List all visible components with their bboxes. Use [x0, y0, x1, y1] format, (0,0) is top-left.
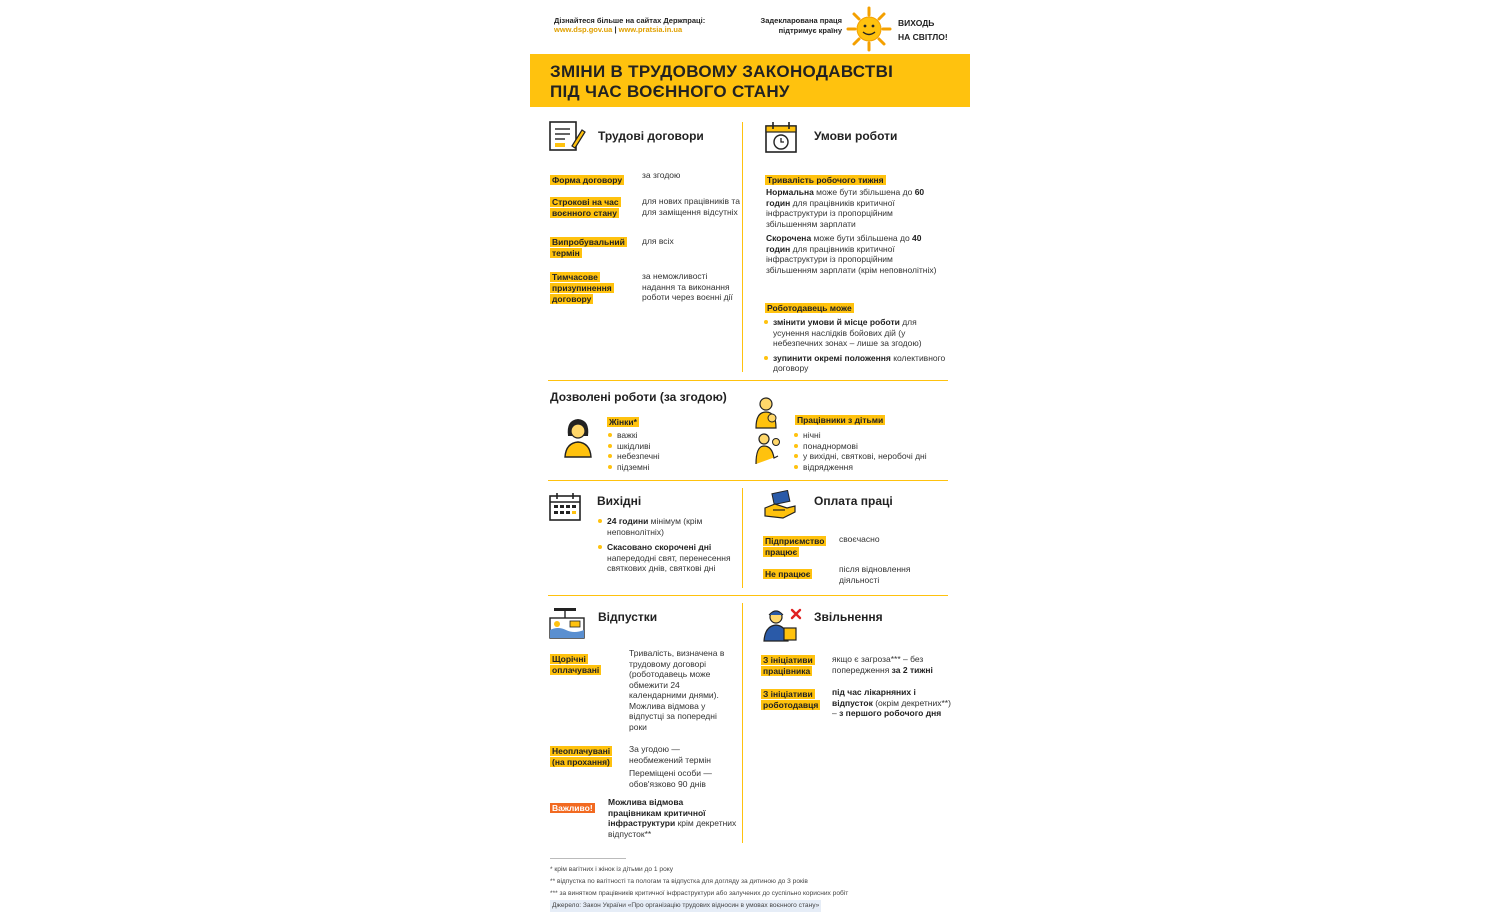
unpaid-text-1: За угодою — необмежений термін: [629, 744, 711, 765]
kids-item: відрядження: [794, 462, 954, 473]
kids-item: у вихідні, святкові, неробочі дні: [794, 451, 954, 462]
item1-b: змінити умови й місце роботи: [773, 317, 900, 327]
kids-label-text: Працівники з дітьми: [797, 415, 884, 425]
employer-label-text: Роботодавець може: [767, 303, 852, 313]
contract-value-4: за неможливості надання та виконання роботи через воєнні дії: [642, 271, 733, 302]
pay-value-2: після відновлення діяльності: [839, 564, 911, 585]
pay-value-1: своєчасно: [839, 534, 880, 544]
parent-child-icon: [752, 396, 782, 468]
source-note: Джерело: Закон України «Про організацію трудових відносин в умовах воєнного стану»: [550, 900, 821, 912]
dismissal-2-b2: з першого робочого дня: [839, 708, 942, 718]
kids-label: [795, 410, 885, 428]
divider-horizontal-2: [548, 480, 948, 481]
contracts-heading: Трудові договори: [598, 129, 704, 143]
dismissal-label-text: З ініціативи роботодавця: [763, 689, 819, 710]
kids-item: нічні: [794, 430, 954, 441]
contract-label-3: [550, 236, 640, 258]
women-item: підземні: [608, 462, 708, 473]
header-slogan: [730, 16, 842, 36]
dismissal-label-2: [761, 688, 827, 710]
divider-horizontal-1: [548, 380, 948, 381]
dismissal-value-1: [832, 654, 954, 675]
women-item: важкі: [608, 430, 708, 441]
normal-t1: може бути збільшена до: [813, 187, 915, 197]
link-separator: |: [614, 25, 617, 34]
unpaid-label: [550, 745, 624, 767]
kids-list: [794, 430, 954, 472]
weekend-item-2: [598, 542, 734, 574]
dismissal-value-2: [832, 687, 954, 719]
title-line2: ПІД ЧАС ВОЄННОГО СТАНУ: [550, 82, 790, 101]
contract-label-text: Форма договору: [552, 175, 623, 185]
footnotes: [550, 864, 960, 912]
calendar-grid-icon: [548, 492, 582, 522]
conditions-heading: Умови роботи: [814, 129, 898, 143]
contract-value-3: для всіх: [642, 236, 674, 246]
pay-label-2: [763, 564, 812, 582]
pay-label-1: [763, 535, 835, 557]
slogan-line2: підтримує країну: [778, 26, 842, 35]
logo-text: [898, 16, 948, 44]
footnote-3: *** за винятком працівників критичної інфраструктури або залучених до суспільно корисних робіт: [550, 890, 849, 897]
pay-label-text: Не працює: [765, 569, 811, 579]
item2-t: колективного договору: [773, 352, 946, 373]
logo-line1: ВИХОДЬ: [898, 18, 935, 28]
annual-label-text: Щорічні оплачувані: [552, 654, 600, 675]
contract-label-4: [550, 271, 626, 304]
vacation-heading: Відпустки: [598, 610, 658, 624]
item1-t: для усунення наслідків бойових дій (у небезпечних зонах – лише за згодою): [773, 317, 922, 348]
pay-heading: Оплата праці: [814, 494, 893, 508]
normal-t2: для працівників критичної інфраструктури із пропорційним збільшенням зарплати: [766, 197, 895, 229]
info-label: Дізнайтеся більше на сайтах Держпраці:: [554, 16, 706, 25]
divider-horizontal-3: [548, 595, 948, 596]
unpaid-label-text: Неоплачувані (на прохання): [552, 746, 611, 767]
vacation-beach-icon: [548, 604, 586, 640]
women-item: небезпечні: [608, 451, 708, 462]
women-list: [608, 430, 708, 472]
unpaid-text-2: Переміщені особи — обов'язково 90 днів: [629, 768, 712, 789]
contract-label-2: [550, 196, 636, 218]
item2-b: зупинити окремі положення: [773, 352, 891, 363]
important-b: Можлива відмова працівникам критичної інфраструктури: [608, 797, 706, 828]
sun-logo-icon: [846, 6, 892, 52]
weekend-item2-t: напередодні свят, перенесення святкових днів, святкові дні: [607, 552, 731, 573]
title-line1: ЗМІНИ В ТРУДОВОМУ ЗАКОНОДАВСТВІ: [550, 62, 894, 81]
divider-vertical-3: [742, 603, 743, 843]
infographic-poster: [530, 0, 970, 920]
short-t2: для працівників критичної інфраструктури із пропорційним збільшенням зарплати (крім неповнолітніх): [766, 243, 937, 275]
kids-item: понаднормові: [794, 441, 954, 452]
weekend-item2-b: Скасовано скорочені дні: [607, 542, 712, 552]
pay-label-text: Підприємство працює: [765, 536, 825, 557]
employer-item-1: [764, 317, 948, 349]
important-label-text: Важливо!: [552, 803, 593, 813]
annual-label: [550, 653, 606, 675]
women-label: [607, 412, 639, 430]
footnote-1: * крім вагітних і жінок із дітьми до 1 року: [550, 866, 673, 873]
week-label-text: Тривалість робочого тижня: [767, 175, 884, 185]
week-label: [765, 170, 886, 188]
annual-text: Тривалість, визначена в трудовому договорі (роботодавець може обмежити 24 календарними днями). Можлива відмова у відпустці за попередні роки: [629, 648, 725, 732]
dismissal-2-b1: під час лікарняних і відпусток: [832, 687, 916, 708]
important-label: [550, 798, 595, 816]
important-t: крім декретних відпусток**: [608, 818, 737, 839]
important-text: [608, 797, 738, 839]
contract-label-text: Строкові на час воєнного стану: [552, 197, 619, 218]
weekend-heading: Вихідні: [597, 494, 642, 508]
footnote-2: ** відпустка по вагітності та пологам та відпустка для догляду за дитиною до 3 років: [550, 878, 808, 885]
dismissal-label-text: З ініціативи працівника: [763, 655, 813, 676]
weekend-item1-b: 24 години: [607, 516, 649, 526]
normal-week-text: [766, 187, 944, 229]
slogan-line1: Задекларована праця: [760, 16, 842, 25]
document-pen-icon: [548, 120, 586, 152]
normal-b1: Нормальна: [766, 187, 814, 197]
calendar-clock-icon: [764, 120, 798, 154]
dismissal-2-t1: (окрім декретних**) –: [832, 697, 951, 718]
contract-label-text: Тимчасове призупинення договору: [552, 272, 612, 304]
logo-line2: НА СВІТЛО!: [898, 32, 948, 42]
dismissal-1-b1: за 2 тижні: [891, 664, 933, 675]
header-info: [554, 16, 705, 34]
dismissal-heading: Звільнення: [814, 610, 883, 624]
short-b2: 40 годин: [766, 233, 922, 254]
employer-item-2: [764, 353, 948, 374]
title-banner: [530, 54, 970, 107]
dismissal-1-t1: якщо є загроза*** – без попередження: [832, 654, 924, 675]
short-week-text: [766, 233, 944, 275]
hand-money-icon: [763, 490, 797, 522]
divider-vertical-1: [742, 122, 743, 372]
dismissal-person-icon: [762, 606, 804, 642]
contract-label-text: Випробувальний термін: [552, 237, 625, 258]
contract-value-1: за згодою: [642, 170, 681, 180]
weekend-item-1: [598, 516, 734, 537]
contract-label-1: [550, 170, 636, 188]
dismissal-label-1: [761, 654, 821, 676]
women-label-text: Жінки*: [609, 417, 637, 427]
allowed-heading: Дозволені роботи (за згодою): [550, 390, 727, 404]
short-b1: Скорочена: [766, 233, 812, 243]
employer-list: [764, 317, 948, 374]
normal-b2: 60 годин: [766, 187, 925, 208]
women-item: шкідливі: [608, 441, 708, 452]
woman-icon: [562, 416, 594, 458]
contract-value-2: для нових працівників та для заміщення відсутніх: [642, 196, 740, 217]
employer-label: [765, 298, 854, 316]
short-t1: може бути збільшена до: [811, 233, 913, 243]
weekend-item1-t: мінімум (крім неповнолітніх): [607, 516, 703, 537]
link-pratsia[interactable]: www.pratsia.in.ua: [618, 25, 683, 34]
link-dsp[interactable]: www.dsp.gov.ua: [554, 25, 613, 34]
divider-vertical-2: [742, 488, 743, 588]
footnote-rule: [550, 858, 626, 859]
weekend-list: [598, 516, 734, 574]
